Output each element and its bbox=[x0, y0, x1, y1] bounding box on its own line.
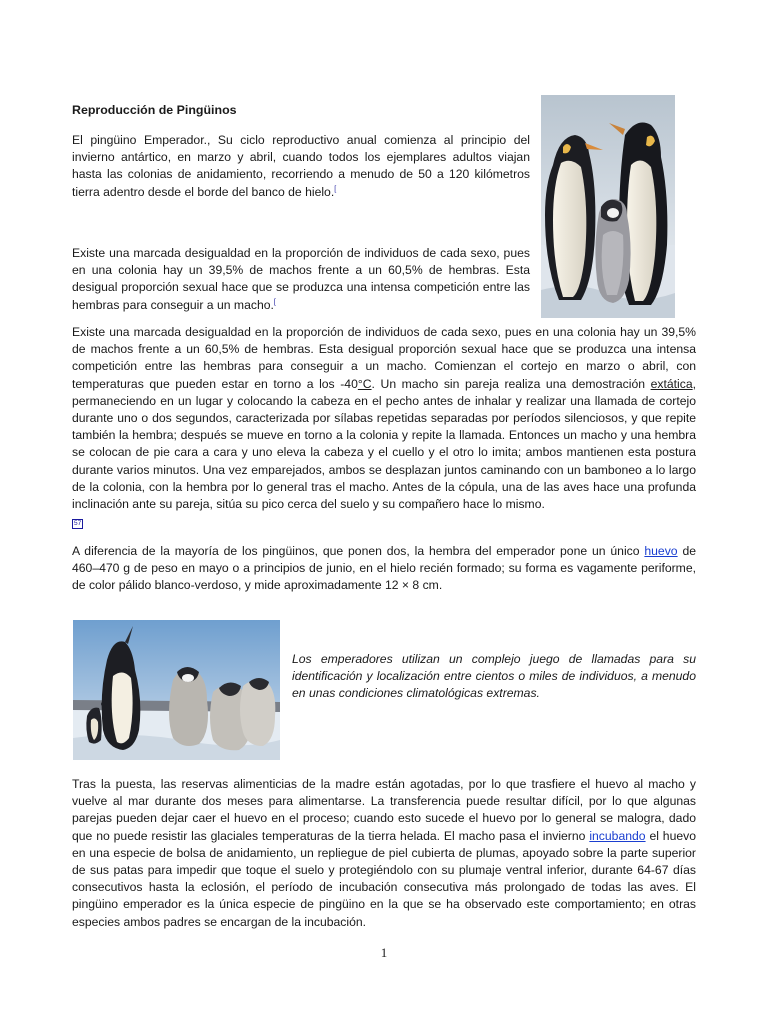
paragraph-courtship-text-b: . Un macho sin pareja realiza una demostración bbox=[371, 376, 651, 391]
penguin-family-photo bbox=[541, 95, 675, 318]
citation-ref-57[interactable]: 57 bbox=[74, 520, 82, 528]
paragraph-incubation bbox=[72, 776, 696, 931]
page-title: Reproducción de Pingüinos bbox=[72, 103, 237, 117]
paragraph-egg-text-b: de 460–470 g de peso en mayo o a principios de junio, en el hielo recién formado; su forma es vagamente periforme, de color pálido blanco-verdoso, y mide aproximadamente 12 × 8 cm. bbox=[72, 544, 696, 593]
footnote-ref-1[interactable]: [ bbox=[334, 185, 337, 193]
extatica-link[interactable]: extática bbox=[650, 376, 693, 391]
paragraph-sex-ratio-text: Existe una marcada desigualdad en la proporción de individuos de cada sexo, pues en una colonia hay un 39,5% de machos frente a un 60,5% de hembras. Esta desigual proporción sexual hace que se produzca una intensa competición entre las hembras para conseguir a un macho. bbox=[72, 246, 530, 312]
incubando-link[interactable]: incubando bbox=[589, 828, 646, 843]
huevo-link[interactable]: huevo bbox=[644, 544, 678, 558]
paragraph-intro-text: El pingüino Emperador., Su ciclo reproductivo anual comienza al principio del invierno antártico, en marzo y abril, cuando todos los ejemplares adultos viajan hasta las colonias de anidamiento, recorriendo a menudo de 50 a 120 kilómetros tierra adentro desde el borde del banco de hielo. bbox=[72, 133, 530, 199]
celsius-link[interactable]: °C bbox=[357, 376, 372, 391]
paragraph-intro bbox=[72, 132, 530, 201]
image-caption: Los emperadores utilizan un complejo juego de llamadas para su identificación y localización entre cientos o miles de individuos, a menudo en unas condiciones climatológicas extremas. bbox=[292, 652, 696, 701]
footnote-ref-2[interactable]: [ bbox=[273, 298, 276, 306]
paragraph-incubation-text-b: el huevo en una especie de bolsa de anidamiento, un repliegue de piel cubierta de plumas, apoyado sobre la parte superior de sus patas para impedir que toque el suelo y protegiéndolo con su plumaje ventral inferior, durante 64-67 días consecutivos hasta la eclosión, el período de incubación consecutiva más prolongado de todas las aves. El pingüino emperador es la única especie de pingüino en la que se ha observado este comportamiento; en otras especies ambos padres se encargan de la incubación. bbox=[72, 828, 697, 929]
paragraph-egg bbox=[72, 543, 696, 595]
paragraph-egg-text-a: A diferencia de la mayoría de los pingüinos, que ponen dos, la hembra del emperador pone un único bbox=[72, 544, 645, 558]
penguin-colony-photo bbox=[73, 620, 280, 760]
page-number: 1 bbox=[380, 945, 388, 960]
paragraph-courtship-text-a: Existe una marcada desigualdad en la proporción de individuos de cada sexo, pues en una colonia hay un 39,5% de machos frente a un 60,5% de hembras. Esta desigual proporción sexual hace que se produzca una intensa competición entre las hembras para conseguir a un macho. Comienzan el cortejo en marzo o abril, con temperaturas que pueden estar en torno a los -40 bbox=[72, 325, 696, 391]
paragraph-sex-ratio bbox=[72, 245, 530, 314]
paragraph-courtship-text-c: , permaneciendo en un lugar y colocando la cabeza en el pecho antes de inhalar y realizar una llamada de cortejo durante uno o dos segundos, caracterizada por sílabas repetidas separadas por períodos silenciosos, y que repite también la hembra; después se mueve en torno a la colonia y repite la llamada. Entonces un macho y una hembra se colocan de pie cara a cara y uno eleva la cabeza y el cuello y el otro lo imita; ambos mantienen esta postura durante varios minutos. Una vez emparejados, ambos se desplazan juntos caminando con un bamboneo a lo largo de la colonia, con la hembra por lo general tras el macho. Antes de la cópula, una de las aves hace una profunda inclinación ante su pareja, sitúa su pico cerca del suelo y su compañero hace lo mismo. bbox=[72, 376, 696, 512]
paragraph-incubation-text-a: Tras la puesta, las reservas alimenticias de la madre están agotadas, por lo que trasfiere el huevo al macho y vuelve al mar durante dos meses para alimentarse. La transferencia puede resultar difícil, por lo que algunas parejas pueden dejar caer el huevo en el proceso; cuando esto sucede el huevo por lo general se malogra, dado que no puede resistir las glaciales temperaturas de la tierra helada. El macho pasa el invierno bbox=[72, 777, 696, 843]
paragraph-courtship bbox=[72, 324, 696, 530]
